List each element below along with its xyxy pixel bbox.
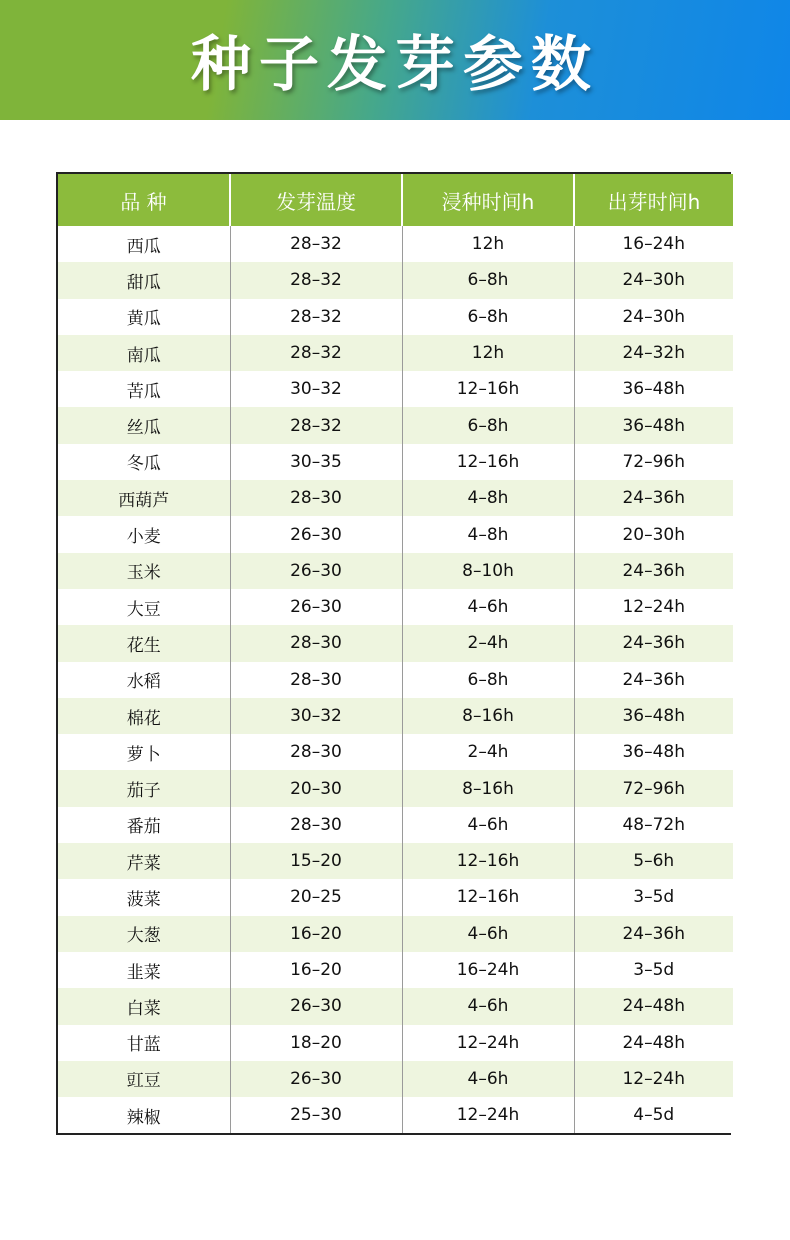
cell-soaking-time: 8–10h [402, 553, 574, 589]
cell-variety: 棉花 [58, 698, 230, 734]
cell-soaking-time: 4–6h [402, 1061, 574, 1097]
cell-sprouting-time: 3–5d [574, 879, 733, 915]
page-title: 种子发芽参数 [191, 30, 599, 100]
cell-sprouting-time: 36–48h [574, 371, 733, 407]
cell-variety: 小麦 [58, 516, 230, 552]
cell-sprouting-time: 12–24h [574, 589, 733, 625]
cell-temperature: 26–30 [230, 553, 402, 589]
table-body [58, 226, 733, 1133]
cell-sprouting-time: 24–36h [574, 916, 733, 952]
cell-variety: 南瓜 [58, 335, 230, 371]
cell-variety: 白菜 [58, 988, 230, 1024]
cell-soaking-time: 12–16h [402, 444, 574, 480]
cell-temperature: 15–20 [230, 843, 402, 879]
cell-temperature: 16–20 [230, 952, 402, 988]
cell-soaking-time: 2–4h [402, 625, 574, 661]
cell-sprouting-time: 12–24h [574, 1061, 733, 1097]
cell-sprouting-time: 72–96h [574, 444, 733, 480]
cell-sprouting-time: 24–36h [574, 662, 733, 698]
cell-soaking-time: 12h [402, 335, 574, 371]
cell-temperature: 16–20 [230, 916, 402, 952]
cell-variety: 黄瓜 [58, 299, 230, 335]
cell-temperature: 28–30 [230, 662, 402, 698]
cell-soaking-time: 16–24h [402, 952, 574, 988]
cell-temperature: 18–20 [230, 1025, 402, 1061]
cell-soaking-time: 8–16h [402, 770, 574, 806]
cell-soaking-time: 12–16h [402, 879, 574, 915]
cell-soaking-time: 6–8h [402, 299, 574, 335]
cell-soaking-time: 12–24h [402, 1025, 574, 1061]
cell-variety: 菠菜 [58, 879, 230, 915]
cell-soaking-time: 8–16h [402, 698, 574, 734]
table-row [58, 589, 733, 625]
cell-soaking-time: 4–6h [402, 807, 574, 843]
cell-soaking-time: 12–16h [402, 371, 574, 407]
cell-variety: 丝瓜 [58, 407, 230, 443]
cell-temperature: 28–30 [230, 625, 402, 661]
cell-variety: 番茄 [58, 807, 230, 843]
table-row [58, 262, 733, 298]
cell-variety: 西葫芦 [58, 480, 230, 516]
cell-temperature: 28–30 [230, 734, 402, 770]
table-row [58, 988, 733, 1024]
cell-sprouting-time: 24–36h [574, 480, 733, 516]
table-row [58, 553, 733, 589]
cell-temperature: 28–32 [230, 407, 402, 443]
table-row [58, 807, 733, 843]
cell-sprouting-time: 3–5d [574, 952, 733, 988]
cell-soaking-time: 4–8h [402, 516, 574, 552]
cell-variety: 玉米 [58, 553, 230, 589]
table-row [58, 1025, 733, 1061]
table-row [58, 407, 733, 443]
cell-soaking-time: 4–6h [402, 916, 574, 952]
cell-sprouting-time: 4–5d [574, 1097, 733, 1133]
table-row [58, 1097, 733, 1133]
table-row [58, 734, 733, 770]
cell-temperature: 30–32 [230, 371, 402, 407]
table-row [58, 480, 733, 516]
cell-variety: 甘蓝 [58, 1025, 230, 1061]
table-row [58, 335, 733, 371]
cell-sprouting-time: 72–96h [574, 770, 733, 806]
cell-sprouting-time: 36–48h [574, 734, 733, 770]
cell-variety: 苦瓜 [58, 371, 230, 407]
cell-temperature: 20–25 [230, 879, 402, 915]
cell-soaking-time: 6–8h [402, 662, 574, 698]
cell-sprouting-time: 16–24h [574, 226, 733, 262]
cell-sprouting-time: 20–30h [574, 516, 733, 552]
header-sprouting-time: 出芽时间h [574, 174, 733, 226]
header-variety: 品 种 [58, 174, 230, 226]
cell-temperature: 28–32 [230, 262, 402, 298]
cell-temperature: 28–32 [230, 335, 402, 371]
cell-temperature: 28–32 [230, 226, 402, 262]
header-germination-temperature: 发芽温度 [230, 174, 402, 226]
cell-variety: 甜瓜 [58, 262, 230, 298]
cell-variety: 冬瓜 [58, 444, 230, 480]
cell-sprouting-time: 24–30h [574, 299, 733, 335]
cell-variety: 西瓜 [58, 226, 230, 262]
cell-soaking-time: 6–8h [402, 407, 574, 443]
cell-temperature: 30–32 [230, 698, 402, 734]
table-row [58, 1061, 733, 1097]
table-row [58, 371, 733, 407]
table-row [58, 698, 733, 734]
cell-variety: 大葱 [58, 916, 230, 952]
cell-sprouting-time: 24–30h [574, 262, 733, 298]
cell-temperature: 30–35 [230, 444, 402, 480]
cell-soaking-time: 4–8h [402, 480, 574, 516]
cell-soaking-time: 6–8h [402, 262, 574, 298]
cell-variety: 大豆 [58, 589, 230, 625]
cell-soaking-time: 2–4h [402, 734, 574, 770]
cell-sprouting-time: 5–6h [574, 843, 733, 879]
cell-temperature: 20–30 [230, 770, 402, 806]
table-row [58, 625, 733, 661]
cell-sprouting-time: 24–32h [574, 335, 733, 371]
table-row [58, 662, 733, 698]
cell-variety: 辣椒 [58, 1097, 230, 1133]
cell-sprouting-time: 24–36h [574, 553, 733, 589]
cell-soaking-time: 12–24h [402, 1097, 574, 1133]
table-row [58, 444, 733, 480]
cell-temperature: 26–30 [230, 589, 402, 625]
cell-soaking-time: 4–6h [402, 988, 574, 1024]
seed-parameter-table [56, 172, 731, 1135]
cell-variety: 水稻 [58, 662, 230, 698]
cell-variety: 茄子 [58, 770, 230, 806]
table-row [58, 952, 733, 988]
table-row [58, 516, 733, 552]
table-header-row [58, 174, 733, 226]
table-row [58, 843, 733, 879]
cell-sprouting-time: 36–48h [574, 698, 733, 734]
cell-variety: 花生 [58, 625, 230, 661]
cell-temperature: 26–30 [230, 516, 402, 552]
cell-sprouting-time: 48–72h [574, 807, 733, 843]
cell-variety: 豇豆 [58, 1061, 230, 1097]
table-row [58, 916, 733, 952]
cell-sprouting-time: 24–48h [574, 1025, 733, 1061]
header-soaking-time: 浸种时间h [402, 174, 574, 226]
cell-variety: 韭菜 [58, 952, 230, 988]
table-row [58, 879, 733, 915]
cell-temperature: 28–30 [230, 807, 402, 843]
cell-sprouting-time: 24–36h [574, 625, 733, 661]
cell-temperature: 25–30 [230, 1097, 402, 1133]
cell-variety: 芹菜 [58, 843, 230, 879]
cell-sprouting-time: 24–48h [574, 988, 733, 1024]
table-row [58, 770, 733, 806]
table-row [58, 299, 733, 335]
table-row [58, 226, 733, 262]
cell-temperature: 28–32 [230, 299, 402, 335]
cell-temperature: 26–30 [230, 988, 402, 1024]
cell-temperature: 26–30 [230, 1061, 402, 1097]
cell-soaking-time: 4–6h [402, 589, 574, 625]
cell-soaking-time: 12h [402, 226, 574, 262]
cell-sprouting-time: 36–48h [574, 407, 733, 443]
cell-soaking-time: 12–16h [402, 843, 574, 879]
cell-variety: 萝卜 [58, 734, 230, 770]
title-banner [0, 0, 790, 120]
cell-temperature: 28–30 [230, 480, 402, 516]
